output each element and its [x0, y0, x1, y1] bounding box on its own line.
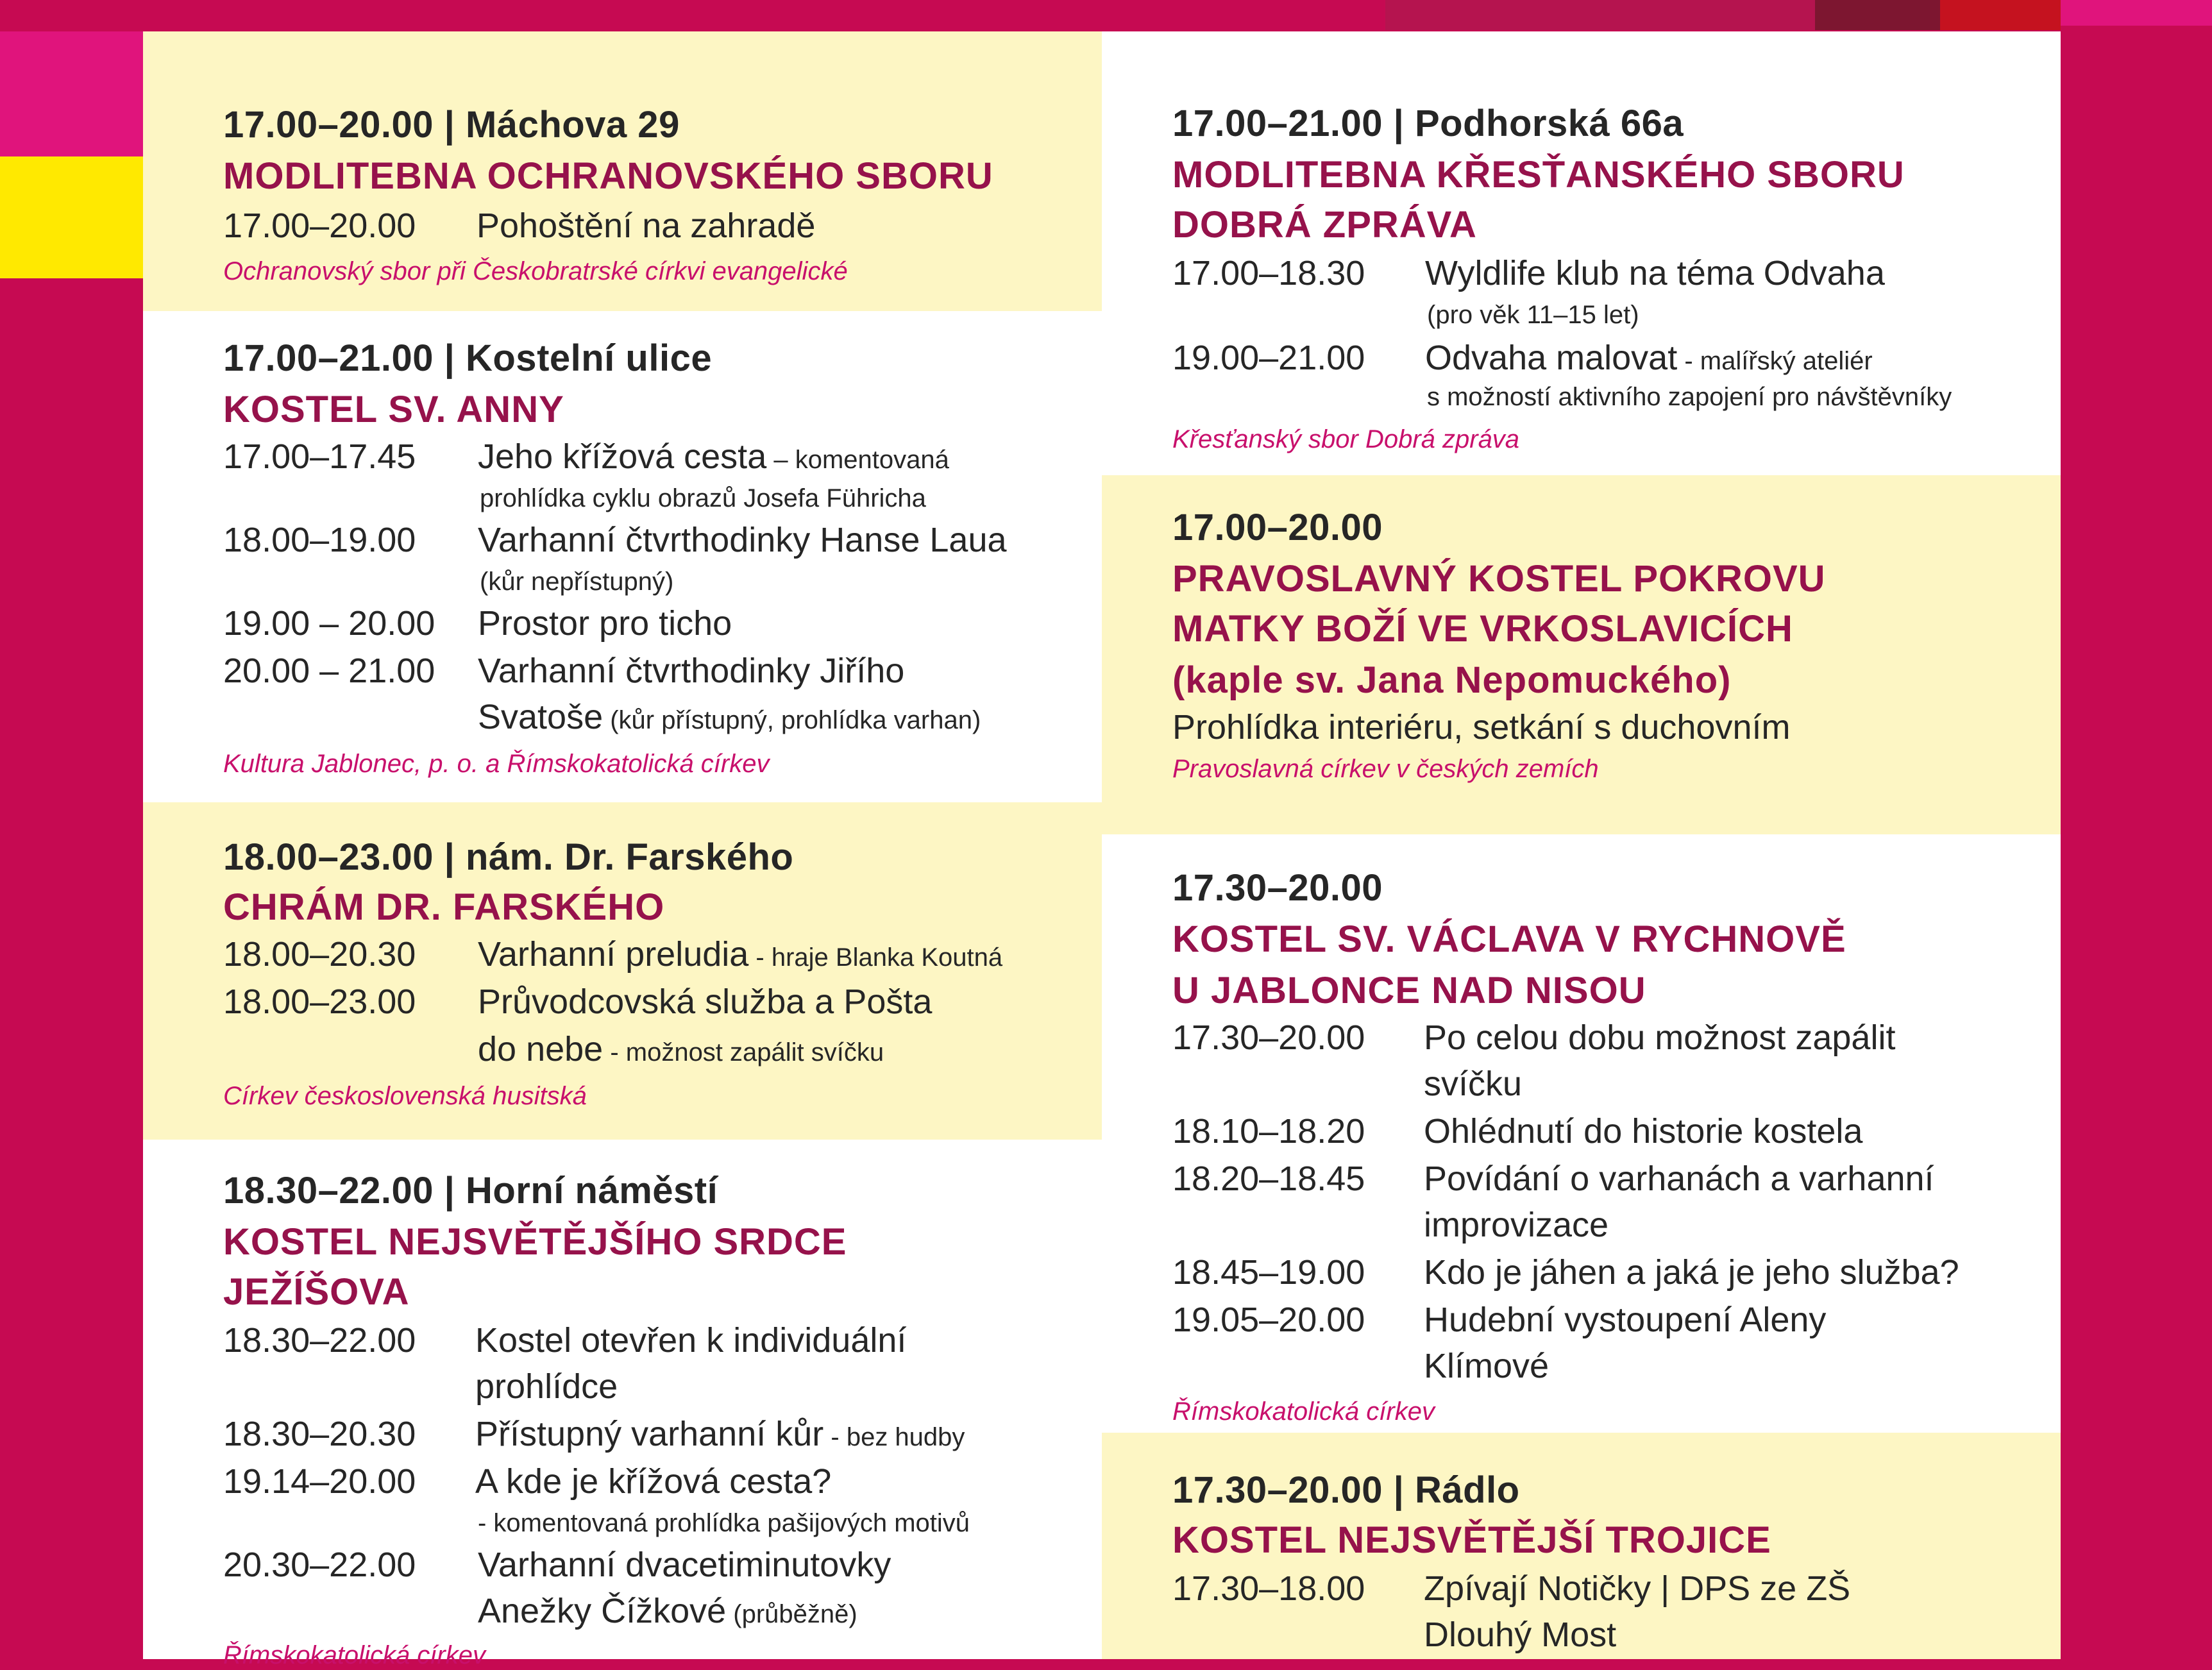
- event-note: s možností aktivního zapojení pro návštěvníky: [1427, 383, 1952, 411]
- event-description: Kdo je jáhen a jaká je jeho služba?: [1424, 1253, 1959, 1292]
- event-panel: [143, 1140, 1102, 1669]
- event-time: 18.00–20.30: [223, 935, 416, 974]
- side-yellow-block: [0, 156, 143, 278]
- event-panel: [143, 802, 1102, 1140]
- event-title: PRAVOSLAVNÝ KOSTEL POKROVU: [1172, 558, 1826, 600]
- event-note: (kůr nepřístupný): [480, 568, 674, 596]
- event-description: Pohoštění na zahradě: [477, 207, 816, 245]
- event-description: Varhanní dvacetiminutovky: [478, 1546, 891, 1584]
- event-time: 17.00–17.45: [223, 437, 416, 476]
- event-time: 17.00–18.30: [1172, 254, 1365, 292]
- event-time: 18.00–23.00: [223, 983, 416, 1021]
- event-description: Po celou dobu možnost zapálit: [1424, 1018, 1896, 1057]
- event-description: Přístupný varhanní kůr - bez hudby: [475, 1415, 965, 1453]
- event-title-cont: DOBRÁ ZPRÁVA: [1172, 204, 1477, 246]
- event-time: 20.00 – 21.00: [223, 652, 435, 690]
- top-stripe-segment: [1940, 0, 2061, 30]
- event-panel: [1102, 31, 2061, 475]
- event-title: KOSTEL SV. ANNY: [223, 389, 564, 430]
- event-header: 17.30–20.00 | Rádlo: [1172, 1469, 1520, 1511]
- event-panel: [1102, 475, 2061, 834]
- event-organizer: Římskokatolická církev: [1172, 1397, 1435, 1426]
- event-description: Prostor pro ticho: [478, 604, 732, 643]
- side-pink-block: [0, 31, 143, 156]
- event-time: 20.30–22.00: [223, 1546, 416, 1584]
- event-description: Ohlédnutí do historie kostela: [1424, 1112, 1863, 1151]
- event-description-cont: do nebe - možnost zapálit svíčku: [478, 1030, 884, 1068]
- event-description: Hudební vystoupení Aleny: [1424, 1301, 1827, 1339]
- event-title-cont: MATKY BOŽÍ VE VRKOSLAVICÍCH: [1172, 608, 1793, 650]
- event-title: KOSTEL NEJSVĚTĚJŠÍ TROJICE: [1172, 1519, 1771, 1561]
- event-description: Varhanní čtvrthodinky Hanse Laua: [478, 521, 1007, 559]
- corner-pink-block: [2061, 0, 2212, 26]
- event-organizer: Církev československá husitská: [223, 1082, 587, 1110]
- event-header: 17.00–21.00 | Kostelní ulice: [223, 337, 713, 379]
- event-description-cont: improvizace: [1424, 1206, 1609, 1244]
- event-header: 17.00–21.00 | Podhorská 66a: [1172, 103, 1684, 144]
- event-header: 18.00–23.00 | nám. Dr. Farského: [223, 836, 794, 878]
- event-time: 19.00–21.00: [1172, 339, 1365, 377]
- event-time: 19.05–20.00: [1172, 1301, 1365, 1339]
- event-title: MODLITEBNA KŘESŤANSKÉHO SBORU: [1172, 154, 1905, 196]
- event-description: Jeho křížová cesta – komentovaná: [478, 437, 949, 476]
- event-organizer: Kultura Jablonec, p. o. a Římskokatolická církev: [223, 750, 770, 778]
- event-time: 18.00–19.00: [223, 521, 416, 559]
- event-title: KOSTEL NEJSVĚTĚJŠÍHO SRDCE: [223, 1221, 847, 1263]
- top-stripe-segment: [1815, 0, 1940, 30]
- event-time: 18.30–20.30: [223, 1415, 416, 1453]
- event-organizer: Křesťanský sbor Dobrá zpráva: [1172, 425, 1520, 453]
- event-title: KOSTEL SV. VÁCLAVA V RYCHNOVĚ: [1172, 918, 1846, 960]
- event-description-cont: Dlouhý Most: [1424, 1615, 1617, 1654]
- event-time: 17.30–20.00: [1172, 1018, 1365, 1057]
- event-description-cont: svíčku: [1424, 1065, 1523, 1103]
- event-title-cont: JEŽÍŠOVA: [223, 1271, 410, 1313]
- event-time: 19.14–20.00: [223, 1462, 416, 1501]
- event-time: 17.30–18.00: [1172, 1569, 1365, 1608]
- event-header: 17.00–20.00 | Máchova 29: [223, 104, 680, 146]
- event-organizer: Římskokatolická církev: [223, 1641, 485, 1669]
- event-description: Wyldlife klub na téma Odvaha: [1425, 254, 1885, 292]
- event-description-cont: prohlídce: [475, 1367, 618, 1406]
- event-description: Průvodcovská služba a Pošta: [478, 983, 933, 1021]
- event-panel: [1102, 834, 2061, 1485]
- event-title-cont: (kaple sv. Jana Nepomuckého): [1172, 659, 1732, 701]
- event-time: 18.10–18.20: [1172, 1112, 1365, 1151]
- event-panel: [143, 311, 1102, 802]
- event-organizer: Pravoslavná církev v českých zemích: [1172, 755, 1599, 783]
- event-description: Prohlídka interiéru, setkání s duchovním: [1172, 708, 1791, 746]
- event-time: 18.45–19.00: [1172, 1253, 1365, 1292]
- event-description: Kostel otevřen k individuální: [475, 1321, 907, 1360]
- event-time: 17.00–20.00: [223, 207, 416, 245]
- top-stripe: [143, 0, 1385, 30]
- program-content: [143, 31, 2061, 1669]
- event-panel: [143, 31, 1102, 311]
- event-time: 19.00 – 20.00: [223, 604, 435, 643]
- event-note: - komentovaná prohlídka pašijových motivů: [478, 1509, 970, 1537]
- event-description: Odvaha malovat - malířský ateliér: [1425, 339, 1873, 377]
- event-header: 17.30–20.00: [1172, 867, 1383, 909]
- event-description: Povídání o varhanách a varhanní: [1424, 1160, 1934, 1198]
- event-panel: [1102, 1433, 2061, 1659]
- event-description-cont: Klímové: [1424, 1347, 1549, 1385]
- event-description-cont: Svatoše (kůr přístupný, prohlídka varhan): [478, 698, 981, 736]
- event-header: 18.30–22.00 | Horní náměstí: [223, 1170, 718, 1211]
- event-note: prohlídka cyklu obrazů Josefa Führicha: [480, 484, 926, 512]
- event-title: CHRÁM DR. FARSKÉHO: [223, 886, 665, 928]
- event-time: 18.20–18.45: [1172, 1160, 1365, 1198]
- event-time: 18.30–22.00: [223, 1321, 416, 1360]
- event-organizer: Ochranovský sbor při Českobratrské církvi evangelické: [223, 257, 848, 285]
- event-description: Varhanní čtvrthodinky Jiřího: [478, 652, 905, 690]
- event-description: Varhanní preludia - hraje Blanka Koutná: [478, 935, 1003, 974]
- top-stripe-segment: [1385, 0, 1815, 30]
- event-description-cont: Anežky Čížkové (průběžně): [478, 1592, 857, 1630]
- side-red-block: [0, 278, 143, 1659]
- event-title-cont: U JABLONCE NAD NISOU: [1172, 970, 1646, 1011]
- event-note: (pro věk 11–15 let): [1427, 301, 1639, 329]
- event-title: MODLITEBNA OCHRANOVSKÉHO SBORU: [223, 155, 993, 197]
- event-description: A kde je křížová cesta?: [475, 1462, 832, 1501]
- event-description: Zpívají Notičky | DPS ze ZŠ: [1424, 1569, 1851, 1608]
- event-header: 17.00–20.00: [1172, 507, 1383, 548]
